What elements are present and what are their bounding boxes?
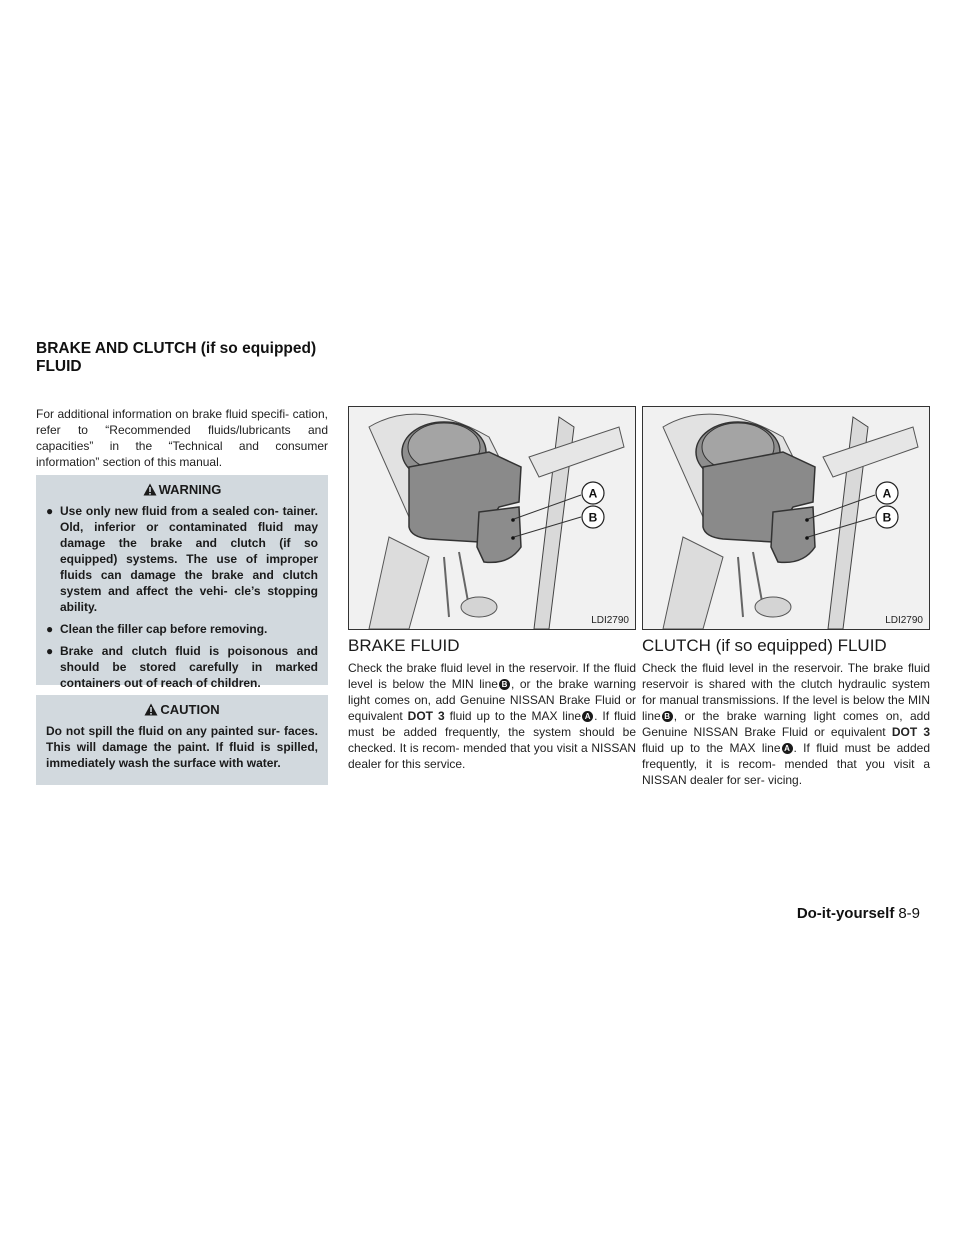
warning-list (46, 503, 318, 691)
clutch-reservoir-figure (642, 406, 930, 630)
ref-a-icon: A (582, 711, 593, 722)
section-title-line2: FLUID (36, 358, 82, 375)
warning-icon (143, 483, 157, 496)
label-a: A (882, 486, 892, 501)
page-footer (797, 905, 920, 922)
warning-item (46, 643, 318, 691)
bullet-icon: ● (46, 644, 54, 658)
text-run: fluid up to the MAX line (444, 709, 582, 723)
caution-heading (46, 695, 318, 717)
warning-heading (46, 475, 318, 497)
chapter-name: Do-it-yourself (796, 905, 895, 922)
ref-b-icon: B (662, 711, 673, 722)
reservoir-illustration (643, 407, 929, 629)
warning-item (46, 503, 318, 615)
caution-box (36, 695, 328, 785)
warning-item-text: Brake and clutch fluid is poisonous and should be stored carefully in marked containers out of reach of children. (60, 644, 318, 690)
warning-item-text: Clean the filler cap before removing. (60, 622, 268, 636)
label-b: B (588, 510, 598, 525)
text-run: , or the brake warning light comes on, add Genuine NISSAN Brake Fluid or equivalent (642, 709, 930, 739)
figure-code: LDI2790 (885, 615, 923, 626)
clutch-fluid-title: CLUTCH (if so equipped) FLUID (642, 636, 887, 655)
dot-spec: DOT 3 (891, 725, 930, 739)
caution-text: Do not spill the fluid on any painted sur- faces. This will damage the paint. If fluid is spilled, immediately wash the surface with water. (46, 724, 318, 770)
page-number: 8-9 (898, 905, 920, 922)
text-run: Check the fluid level in the reservoir. The brake fluid reservoir is shared with the clutch hydraulic system for manual transmissions. If the level is below the MIN line (642, 661, 930, 723)
warning-box (36, 475, 328, 690)
brake-fluid-title: BRAKE FLUID (348, 636, 460, 655)
section-title (36, 340, 336, 376)
bullet-icon: ● (46, 622, 54, 636)
brake-fluid-text (348, 660, 636, 772)
clutch-fluid-text (642, 660, 930, 788)
warning-item-text: Use only new fluid from a sealed con- tainer. Old, inferior or contaminated fluid may damage the brake and clutch (if so equipped) systems. The use of improper fluids can damage the brake and clutch system and affect the vehi- cle’s stopping ability. (60, 504, 318, 614)
caution-heading-text: CAUTION (160, 702, 220, 717)
warning-heading-text: WARNING (158, 482, 222, 497)
figure-code: LDI2790 (591, 615, 629, 626)
text-run: . If fluid must be added frequently, the system should be checked. It is recom- mended that you visit a NISSAN dealer for this service. (348, 709, 637, 771)
reservoir-illustration (349, 407, 635, 629)
section-title-line1: BRAKE AND CLUTCH (if so equipped) (36, 340, 317, 357)
warning-item (46, 621, 318, 637)
ref-a-icon: A (782, 743, 793, 754)
label-b: B (882, 510, 892, 525)
brake-reservoir-figure (348, 406, 636, 630)
text-run: fluid up to the MAX line (642, 741, 781, 755)
text-run: . If fluid must be added frequently, it is recom- mended that you visit a NISSAN dealer for ser- vicing. (642, 741, 931, 787)
caution-icon (144, 703, 158, 716)
ref-b-icon: B (499, 679, 510, 690)
text-run: Check the brake fluid level in the reservoir. If the fluid level is below the MIN line (348, 661, 636, 691)
dot-spec: DOT 3 (407, 709, 445, 723)
label-a: A (588, 486, 598, 501)
intro-paragraph: For additional information on brake fluid specifi- cation, refer to “Recommended fluids/lubricants and capacities” in the “Technical and consumer information” section of this manual. (36, 407, 328, 469)
text-run: , or the brake warning light comes on, add Genuine NISSAN Brake Fluid or equivalent (348, 677, 636, 723)
bullet-icon: ● (46, 504, 54, 518)
